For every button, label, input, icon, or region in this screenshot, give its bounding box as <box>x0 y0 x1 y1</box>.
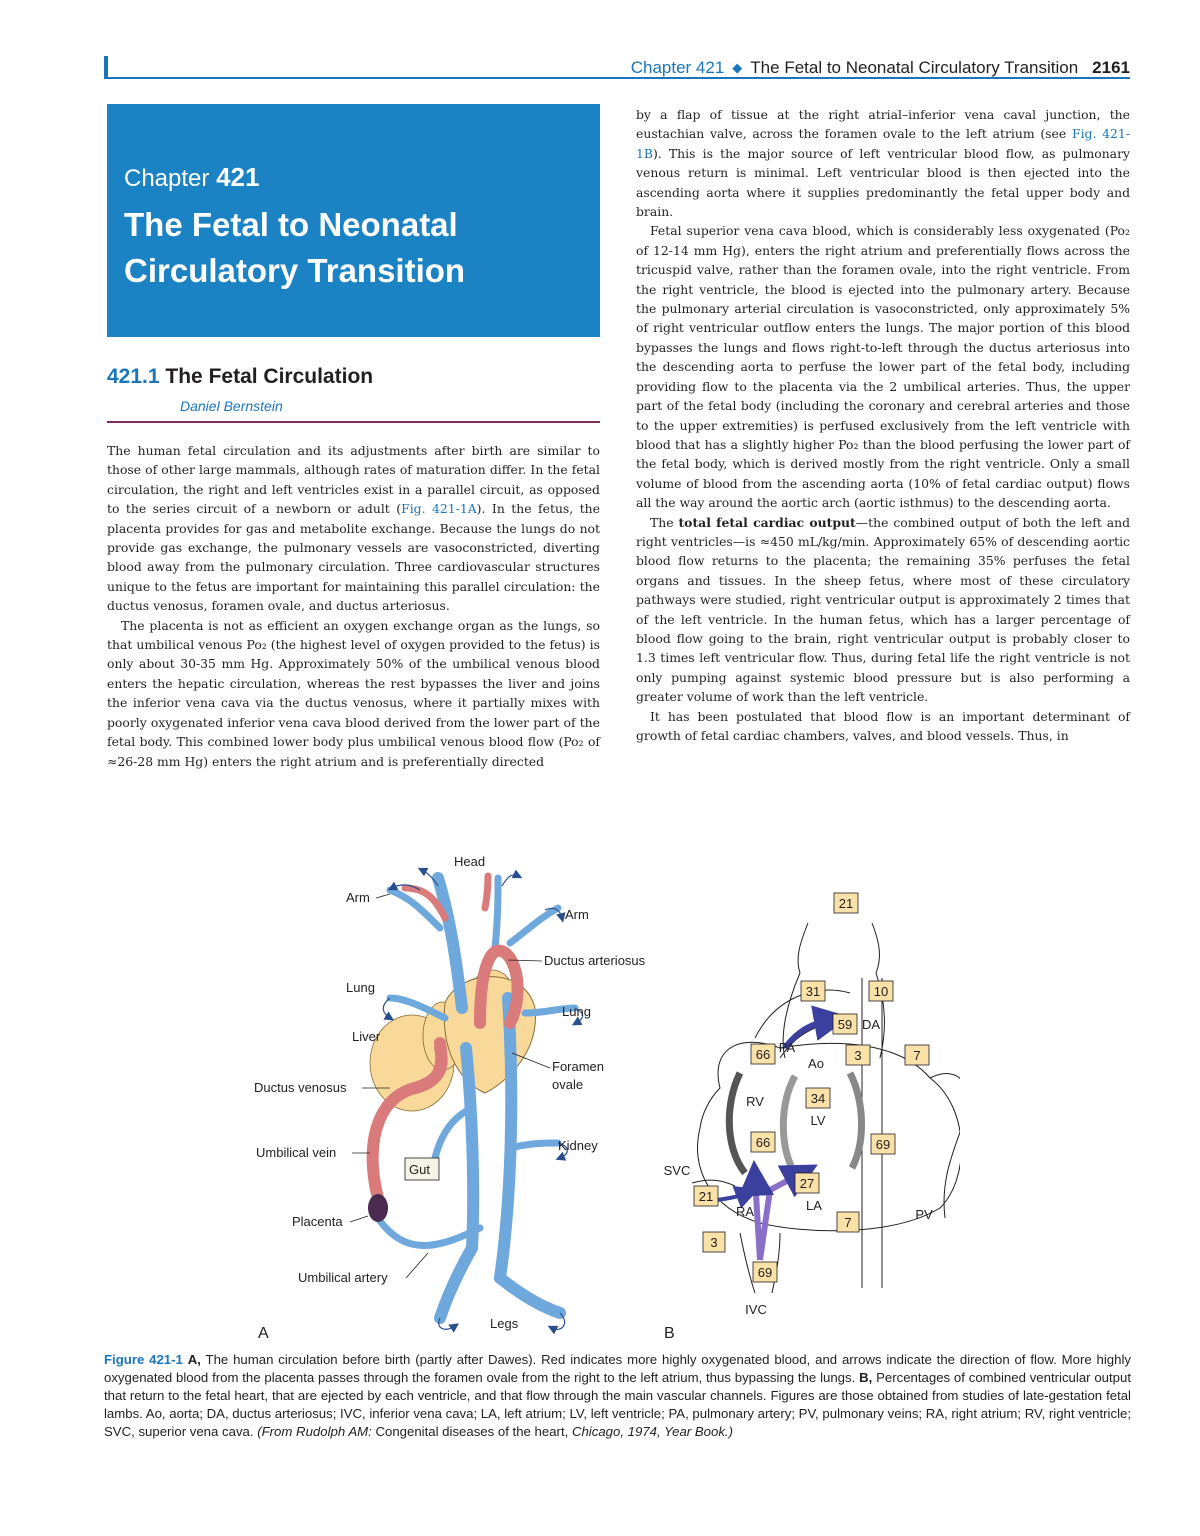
running-head-chapter: Chapter 421 <box>630 58 725 77</box>
svg-text:21: 21 <box>698 1189 714 1204</box>
paragraph <box>636 513 1130 707</box>
label-kidney: Kidney <box>558 1138 598 1153</box>
keyword: total fetal cardiac output <box>678 514 856 530</box>
value-box <box>846 1045 870 1065</box>
head-vessel <box>495 878 498 948</box>
inferior-vena-cava <box>466 1048 473 1248</box>
ivc-to-rv-arrow <box>755 1178 760 1260</box>
section-heading <box>107 365 373 389</box>
panel-b-letter: B <box>664 1325 675 1342</box>
label-pa: PA <box>778 1040 796 1055</box>
caption-b-letter: B, <box>859 1370 873 1385</box>
leader-line <box>350 1216 368 1222</box>
value-box <box>905 1045 929 1065</box>
caption-a-letter: A, <box>187 1352 201 1367</box>
pulmonary-vein-outline <box>930 1074 960 1218</box>
svg-text:3: 3 <box>710 1235 718 1250</box>
figure-link[interactable]: Fig. 421-1A <box>401 501 477 517</box>
value-box <box>834 893 858 913</box>
paragraph: The placenta is not as efficient an oxygen exchange organ as the lungs, so that umbilical venous Po₂ (the highest level of oxygen provided to the fetus) is only about 30-35 mm Hg. Approximately 50% of the umbilical venous blood enters the hepatic circulation, whereas the rest bypasses the liver and joins the inferior vena cava via the ductus venosus, where it partially mixes with poorly oxygenated inferior vena cava blood derived from the lower part of the fetal body. This combined lower body plus umbilical venous blood flow (Po₂ of ≈26-28 mm Hg) enters the right atrium and is preferentially directed <box>107 617 600 769</box>
carotid-head <box>485 876 488 908</box>
label-svc: SVC <box>663 1163 691 1178</box>
svg-text:59: 59 <box>837 1017 853 1032</box>
text-run: —the combined output of both the left and right ventricles—is ≈450 mL/kg/min. Approximately 65% of descending aortic blood flow returns to the placenta; the remaining 35% perfuses the fetal organs and tissues. In the sheep fetus, where most of these circulatory pathways were studied, right ventricular output is approximately 2 times that of the left ventricle. In the human fetus, which has a larger percentage of blood flow going to the brain, right ventricular output is probably closer to 1.3 times left ventricular flow. Thus, during fetal life the right ventricle is not only pumping against systemic blood pressure but is also performing a greater volume of work than the left ventricle. <box>636 514 1130 705</box>
panel-a-circulation-diagram <box>254 854 646 1342</box>
heart-outline <box>698 1042 961 1230</box>
chapter-title <box>124 202 584 294</box>
value-box <box>806 1088 830 1108</box>
figure-label: Figure 421-1 <box>104 1352 183 1367</box>
section-author: Daniel Bernstein <box>180 398 283 414</box>
svg-text:69: 69 <box>875 1137 891 1152</box>
label-placenta: Placenta <box>292 1214 343 1229</box>
label-lung-left: Lung <box>346 980 375 995</box>
svg-text:21: 21 <box>838 896 854 911</box>
leader-line <box>376 894 390 898</box>
arm-vessel-right <box>510 908 558 943</box>
label-la: LA <box>806 1198 822 1213</box>
svg-text:69: 69 <box>757 1265 773 1280</box>
value-box <box>753 1262 777 1282</box>
label-ductus-venosus: Ductus venosus <box>254 1080 347 1095</box>
svg-text:7: 7 <box>913 1048 921 1063</box>
placenta-shape <box>368 1194 388 1222</box>
leg-vessel-left <box>440 1248 472 1318</box>
label-arm-left: Arm <box>346 890 370 905</box>
label-da: DA <box>861 1017 881 1032</box>
svg-text:66: 66 <box>755 1047 771 1062</box>
label-head: Head <box>454 854 486 869</box>
paragraph: Fetal superior vena cava blood, which is considerably less oxygenated (Po₂ of 12-14 mm Hg), enters the right atrium and preferentially flows across the tricuspid valve, rather than the foramen ovale, into the right ventricle. From the right ventricle, the blood is ejected into the pulmonary artery. Because the pulmonary arterial circulation is vasoconstricted, only approximately 5% of right ventricular outflow enters the lungs. The major portion of this blood bypasses the lungs and flows right-to-left through the ductus arteriosus into the descending aorta to perfuse the lower part of the fetal body, including providing flow to the placenta via the 2 umbilical arteries. Thus, the upper part of the fetal body (including the coronary and cerebral arteries and those to the upper extremities) is perfused exclusively from the left ventricle with blood that has a slightly higher Po₂ than the blood perfusing the lower part of the fetal body, which is derived mostly from the right ventricle. Only a small volume of blood from the ascending aorta (10% of fetal cardiac output) flows all the way around the aortic arch (aortic isthmus) to the descending aorta. <box>636 223 1130 511</box>
label-umbilical-vein: Umbilical vein <box>256 1145 337 1160</box>
chapter-title-line1: The Fetal to Neonatal <box>124 206 458 243</box>
panel-b-flow-diagram <box>664 893 960 1342</box>
great-vessels-outline <box>798 923 879 973</box>
paragraph <box>107 441 600 616</box>
label-liver: Liver <box>352 1029 381 1044</box>
diamond-icon: ◆ <box>732 60 743 75</box>
label-lung-right: Lung <box>562 1004 591 1019</box>
chapter-title-box <box>107 104 600 337</box>
right-column <box>636 105 1130 745</box>
label-ductus-arteriosus: Ductus arteriosus <box>544 953 646 968</box>
label-ao: Ao <box>808 1056 824 1071</box>
label-arm-right: Arm <box>565 907 589 922</box>
label-foramen-ovale-line1: Foramen <box>552 1059 605 1074</box>
value-box <box>751 1132 775 1152</box>
paragraph <box>636 105 1130 221</box>
caption-b-text: Percentages of combined ventricular output that return to the fetal heart, that are ejected by each ventricle, and that flow through the main vascular channels. Figures are those obtained from studies of late-gestation fetal lambs. Ao, aorta; DA, ductus arteriosus; IVC, inferior vena cava; LA, left atrium; LV, left ventricle; PA, pulmonary artery; PV, pulmonary veins; RA, right atrium; RV, right ventricle; SVC, superior vena cava. <box>104 1370 1132 1439</box>
flow-arrow <box>502 875 518 886</box>
header-rule <box>104 77 1130 79</box>
label-pv: PV <box>915 1207 933 1222</box>
label-foramen-ovale-line2: ovale <box>552 1077 584 1092</box>
section-rule <box>107 421 600 423</box>
header-accent-bar <box>104 56 108 78</box>
svg-text:3: 3 <box>854 1048 862 1063</box>
value-box <box>801 981 825 1001</box>
figure-link[interactable]: Fig. 421-1B <box>636 126 1130 161</box>
kidney-vessel <box>510 1143 558 1148</box>
left-column <box>107 441 600 771</box>
text-run: ). This is the major source of left ventricular blood flow, as pulmonary venous return is minimal. Left ventricular blood is then ejected into the ascending aorta where it supplies predominantly the fetal upper body and brain. <box>636 145 1130 220</box>
svc-outline <box>692 1180 735 1186</box>
rv-wall <box>729 1073 745 1173</box>
gut-label: Gut <box>409 1162 430 1177</box>
value-box <box>795 1173 819 1193</box>
label-ra: RA <box>735 1204 755 1219</box>
text-run: The human fetal circulation and its adjustments after birth are similar to those of other large mammals, although rates of maturation differ. In the fetal circulation, the right and left ventricles exist in a parallel circuit, as opposed to the series circuit of a newborn or adult ( <box>107 443 600 517</box>
chapter-number: 421 <box>216 162 260 192</box>
caption-source-city: Chicago, 1974, Year Book.) <box>571 1424 733 1439</box>
text-run: The <box>650 514 679 530</box>
value-box <box>837 1212 859 1232</box>
running-head <box>631 58 1130 78</box>
label-umbilical-artery: Umbilical artery <box>298 1270 388 1285</box>
svg-text:34: 34 <box>810 1091 826 1106</box>
label-rv: RV <box>746 1094 764 1109</box>
caption-source-author: Rudolph AM: <box>296 1424 372 1439</box>
label-legs: Legs <box>490 1316 519 1331</box>
page-number: 2161 <box>1092 58 1130 77</box>
section-title: The Fetal Circulation <box>165 365 374 388</box>
figure-421-1 <box>240 848 960 1343</box>
value-box <box>871 1134 895 1154</box>
value-box <box>869 981 893 1001</box>
caption-source-title: Congenital diseases of the heart, <box>371 1424 572 1439</box>
svg-text:31: 31 <box>805 984 821 999</box>
running-head-title: The Fetal to Neonatal Circulatory Transition <box>750 58 1079 77</box>
svg-text:10: 10 <box>873 984 889 999</box>
umbilical-artery <box>378 1218 480 1246</box>
leg-vessel-right <box>500 1278 560 1313</box>
value-box <box>751 1044 775 1064</box>
figure-caption <box>104 1351 1131 1441</box>
svg-text:7: 7 <box>844 1215 852 1230</box>
chapter-title-line2: Circulatory Transition <box>124 252 466 289</box>
value-box <box>694 1186 718 1206</box>
caption-a-text: The human circulation before birth (partly after Dawes). Red indicates more highly oxygenated blood, and arrows indicate the direction of flow. More highly oxygenated blood from the placenta passes through the foramen ovale from the right to the left atrium, thus bypassing the lungs. <box>104 1352 1131 1385</box>
value-box <box>703 1232 725 1252</box>
svg-text:27: 27 <box>799 1176 815 1191</box>
superior-vena-cava <box>438 878 462 1008</box>
leader-line <box>406 1253 428 1278</box>
chapter-word: Chapter <box>124 165 210 192</box>
value-box <box>833 1014 857 1034</box>
text-run: by a flap of tissue at the right atrial–inferior vena caval junction, the eustachian valve, across the foramen ovale to the left atrium (see <box>636 107 1130 142</box>
paragraph: It has been postulated that blood flow is an important determinant of growth of fetal cardiac chambers, valves, and blood vessels. Thus, in <box>636 708 1130 743</box>
section-number: 421.1 <box>107 365 160 388</box>
lv-wall-left <box>783 1076 795 1168</box>
svg-text:66: 66 <box>755 1135 771 1150</box>
caption-source-prefix: (From <box>257 1424 297 1439</box>
label-ivc: IVC <box>745 1302 767 1317</box>
text-run: ). In the fetus, the placenta provides for gas and metabolite exchange. Because the lungs do not provide gas exchange, the pulmonary vessels are vasoconstricted, diverting blood away from the pulmonary circulation. Three cardiovascular structures unique to the fetus are important for maintaining this parallel circulation: the ductus venosus, foramen ovale, and ductus arteriosus. <box>107 501 600 614</box>
label-lv: LV <box>810 1113 826 1128</box>
lv-wall-right <box>850 1073 862 1168</box>
chapter-label <box>124 162 259 193</box>
panel-a-letter: A <box>258 1325 269 1342</box>
